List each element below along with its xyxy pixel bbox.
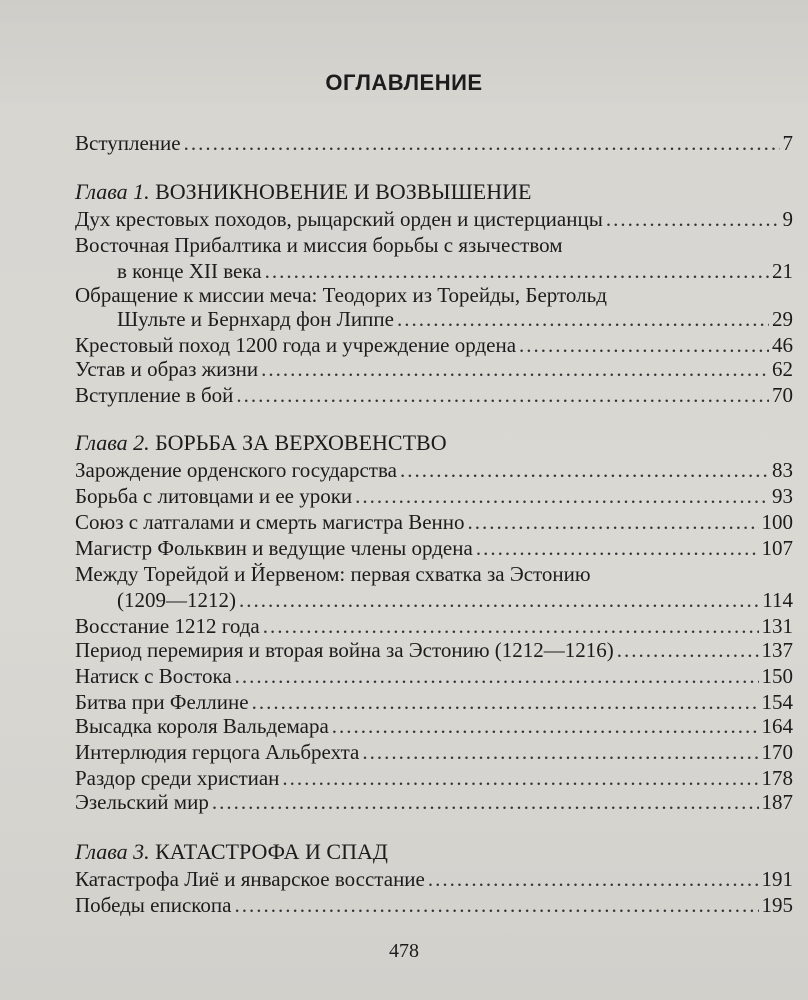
toc-entry-page: 191 xyxy=(761,867,793,891)
toc-entry-page: 93 xyxy=(772,484,793,508)
leader-dots xyxy=(184,130,780,156)
leader-dots xyxy=(236,382,769,408)
toc-entry[interactable] xyxy=(75,663,793,689)
toc-entry-title: Дух крестовых походов, рыцарский орден и цистерцианцы xyxy=(75,207,603,231)
toc-entry-page: 46 xyxy=(772,333,793,357)
toc-entry-page: 187 xyxy=(761,790,793,814)
toc-entry-page: 131 xyxy=(761,614,793,638)
chapter-label: Глава 3. xyxy=(75,839,150,864)
leader-dots xyxy=(468,509,759,535)
chapter-label: Глава 2. xyxy=(75,430,150,455)
toc-entry[interactable] xyxy=(75,483,793,509)
table-of-contents xyxy=(75,0,793,1000)
leader-dots xyxy=(265,258,769,284)
toc-entry[interactable] xyxy=(75,332,793,358)
leader-dots xyxy=(212,789,759,815)
toc-entry-intro[interactable] xyxy=(75,130,793,156)
toc-entry[interactable] xyxy=(75,613,793,639)
toc-entry-title[interactable]: Восточная Прибалтика и миссия борьбы с язычеством xyxy=(75,233,563,257)
toc-entry-title: Эзельский мир xyxy=(75,790,209,814)
toc-entry[interactable] xyxy=(75,765,793,791)
toc-entry[interactable] xyxy=(75,258,793,284)
leader-dots xyxy=(252,689,759,715)
toc-entry-page: 70 xyxy=(772,383,793,407)
toc-entry-title: Вступление в бой xyxy=(75,383,234,407)
toc-entry-page: 29 xyxy=(772,307,793,331)
toc-entry-page: 7 xyxy=(782,131,793,155)
toc-entry-title: Катастрофа Лиё и январское восстание xyxy=(75,867,425,891)
toc-entry-title: Восстание 1212 года xyxy=(75,614,260,638)
toc-entry-title-cont: (1209—1212) xyxy=(117,588,236,612)
toc-entry-title: Победы епископа xyxy=(75,893,232,917)
toc-entry-title-cont: Шульте и Бернхард фон Липпе xyxy=(117,307,394,331)
page-heading: ОГЛАВЛЕНИЕ xyxy=(325,70,483,95)
toc-entry-page: 83 xyxy=(772,458,793,482)
toc-entry-page: 107 xyxy=(761,536,793,560)
toc-entry[interactable] xyxy=(75,509,793,535)
toc-entry-page: 150 xyxy=(761,664,793,688)
toc-entry-title-cont: в конце XII века xyxy=(117,259,262,283)
chapter-title: ВОЗНИКНОВЕНИЕ И ВОЗВЫШЕНИЕ xyxy=(155,179,532,204)
toc-entry-title: Период перемирия и вторая война за Эстонию (1212—1216) xyxy=(75,638,614,662)
toc-entry[interactable] xyxy=(75,206,793,232)
chapter-heading-1 xyxy=(75,179,531,205)
leader-dots xyxy=(428,866,759,892)
leader-dots xyxy=(239,587,759,613)
toc-entry-page: 164 xyxy=(761,714,793,738)
toc-entry-title: Натиск с Востока xyxy=(75,664,232,688)
toc-entry-page: 21 xyxy=(772,259,793,283)
toc-entry[interactable] xyxy=(75,689,793,715)
toc-entry[interactable] xyxy=(75,587,793,613)
chapter-title: КАТАСТРОФА И СПАД xyxy=(155,839,388,864)
toc-entry-page: 9 xyxy=(782,207,793,231)
leader-dots xyxy=(355,483,769,509)
toc-entry[interactable] xyxy=(75,457,793,483)
chapter-title: БОРЬБА ЗА ВЕРХОВЕНСТВО xyxy=(155,430,447,455)
toc-entry[interactable] xyxy=(75,713,793,739)
toc-entry-page: 170 xyxy=(761,740,793,764)
toc-entry[interactable] xyxy=(75,637,793,663)
toc-entry-title: Магистр Фольквин и ведущие члены ордена xyxy=(75,536,473,560)
toc-entry[interactable] xyxy=(75,306,793,332)
toc-entry[interactable] xyxy=(75,892,793,918)
toc-entry-title: Высадка короля Вальдемара xyxy=(75,714,329,738)
toc-entry-title: Вступление xyxy=(75,131,181,155)
leader-dots xyxy=(400,457,769,483)
toc-entry-title: Борьба с литовцами и ее уроки xyxy=(75,484,353,508)
chapter-heading-2 xyxy=(75,430,447,456)
toc-entry-page: 178 xyxy=(761,766,793,790)
toc-entry[interactable] xyxy=(75,535,793,561)
leader-dots xyxy=(282,765,758,791)
leader-dots xyxy=(476,535,759,561)
toc-entry[interactable] xyxy=(75,356,793,382)
toc-entry-title: Битва при Феллине xyxy=(75,690,249,714)
toc-entry[interactable] xyxy=(75,789,793,815)
toc-entry-page: 62 xyxy=(772,357,793,381)
toc-entry-title: Зарождение орденского государства xyxy=(75,458,397,482)
toc-entry[interactable] xyxy=(75,382,793,408)
toc-entry-page: 114 xyxy=(762,588,793,612)
leader-dots xyxy=(263,613,759,639)
leader-dots xyxy=(234,892,758,918)
toc-entry-page: 100 xyxy=(761,510,793,534)
chapter-label: Глава 1. xyxy=(75,179,150,204)
toc-entry[interactable] xyxy=(75,866,793,892)
leader-dots xyxy=(332,713,759,739)
toc-entry-page: 195 xyxy=(761,893,793,917)
leader-dots xyxy=(617,637,759,663)
toc-entry[interactable] xyxy=(75,739,793,765)
toc-entry-page: 154 xyxy=(761,690,793,714)
leader-dots xyxy=(397,306,769,332)
toc-entry-title: Интерлюдия герцога Альбрехта xyxy=(75,740,360,764)
leader-dots xyxy=(261,356,769,382)
toc-entry-page: 137 xyxy=(761,638,793,662)
leader-dots xyxy=(235,663,759,689)
toc-entry-title: Крестовый поход 1200 года и учреждение ордена xyxy=(75,333,517,357)
toc-entry-title: Устав и образ жизни xyxy=(75,357,259,381)
leader-dots xyxy=(362,739,758,765)
leader-dots xyxy=(606,206,780,232)
leader-dots xyxy=(519,332,769,358)
toc-entry-title: Союз с латгалами и смерть магистра Венно xyxy=(75,510,465,534)
page-number: 478 xyxy=(389,940,419,962)
toc-entry-title[interactable]: Обращение к миссии меча: Теодорих из Торейды, Бертольд xyxy=(75,283,607,307)
chapter-heading-3 xyxy=(75,839,388,865)
toc-entry-title: Раздор среди христиан xyxy=(75,766,280,790)
toc-entry-title[interactable]: Между Торейдой и Йервеном: первая схватка за Эстонию xyxy=(75,562,591,586)
